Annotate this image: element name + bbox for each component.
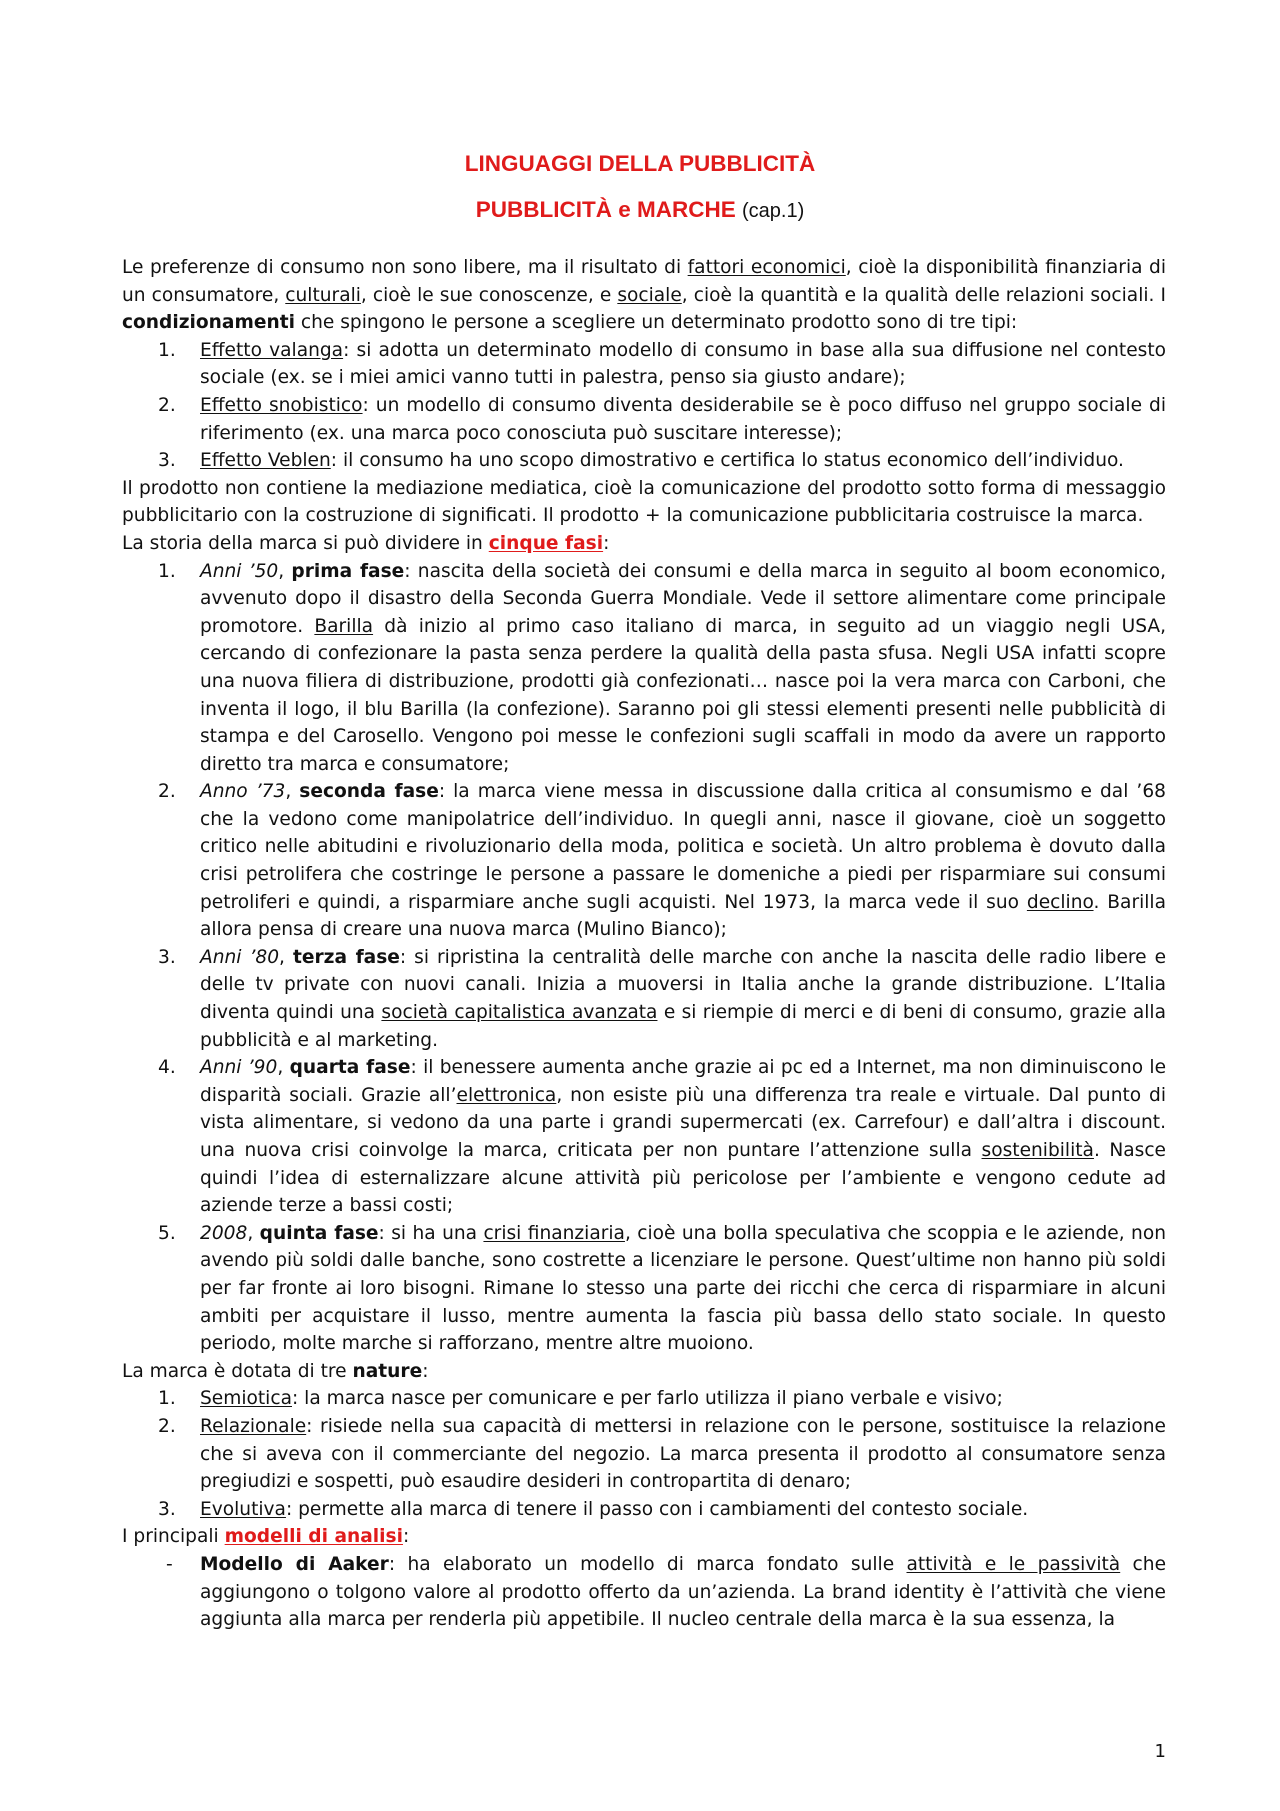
mediation-paragraph: Il prodotto non contiene la mediazione mediatica, cioè la comunicazione del prodotto sotto forma di messaggio pubblicitario con la costruzione di significati. Il prodotto + la comunicazione pubblicitaria costruisce la marca. bbox=[122, 477, 1166, 527]
phase-era: 2008 bbox=[200, 1222, 248, 1244]
phases-intro-colon: : bbox=[603, 532, 610, 554]
list-number: 2. bbox=[158, 394, 176, 416]
list-number: 2. bbox=[158, 781, 176, 803]
models-intro bbox=[122, 1523, 1166, 1551]
model-name: Modello di Aaker bbox=[200, 1553, 389, 1575]
phase-era: Anni ’50 bbox=[200, 560, 279, 582]
intro-paragraph bbox=[122, 254, 1166, 337]
model-item bbox=[122, 1551, 1166, 1634]
phase-name: prima fase bbox=[291, 560, 405, 582]
phase-text: : si ha una bbox=[378, 1222, 484, 1244]
models-list bbox=[122, 1551, 1166, 1634]
models-intro-text: I principali bbox=[122, 1526, 225, 1548]
intro-bold-term: condizionamenti bbox=[122, 312, 295, 334]
list-number: 1. bbox=[158, 339, 176, 361]
phases-intro bbox=[122, 530, 1166, 558]
list-number: 3. bbox=[158, 450, 176, 472]
title-block bbox=[0, 150, 1280, 225]
nature-text: : risiede nella sua capacità di mettersi in relazione con le persone, sostituisce la relazione che si aveva con il commerciante del negozio. La marca presenta il prodotto al consumatore senza pregiudizi e sospetti, può esaudire desideri in contropartita di denaro; bbox=[200, 1415, 1166, 1493]
intro-text: , cioè la disponibilità finanziaria di un consumatore, bbox=[122, 257, 1166, 306]
models-highlight: modelli di analisi bbox=[224, 1526, 403, 1548]
subtitle-text: PUBBLICITÀ e MARCHE bbox=[475, 197, 736, 222]
phase-era: Anno ’73 bbox=[200, 781, 286, 803]
phase-text: , non esiste più una differenza tra reale e virtuale. Dal punto di vista alimentare, si vedono da una parte i grandi supermercati (ex. Carrefour) e dall’altra i discount. una nuova crisi coinvolge la marca, criticata per non puntare l’attenzione sulla bbox=[200, 1084, 1166, 1161]
phase-era: Anni ’90 bbox=[200, 1057, 278, 1079]
phase-item bbox=[122, 1220, 1166, 1358]
phase-underlined-term: sostenibilità bbox=[981, 1140, 1094, 1161]
intro-underlined-term: culturali bbox=[285, 284, 361, 306]
effect-term: Effetto Veblen bbox=[200, 450, 331, 472]
intro-text: , cioè la quantità e la qualità delle relazioni sociali. I bbox=[681, 284, 1166, 306]
nature-term: Semiotica bbox=[200, 1388, 292, 1410]
phase-text: , cioè una bolla speculativa che scoppia e le aziende, non avendo più soldi dalle banche, sono costrette a licenziare le persone. Quest’ultime non hanno più soldi per far fronte ai loro bisogni. Rimane lo stesso una parte dei ricchi che cerca di risparmiare in alcuni ambiti per acquistare il lusso, mentre aumenta la fascia più bassa dello stato sociale. In questo periodo, molte marche si rafforzano, mentre altre muoiono. bbox=[200, 1222, 1166, 1355]
intro-underlined-term: fattori economici bbox=[687, 257, 846, 278]
phase-underlined-term: crisi finanziaria bbox=[483, 1222, 625, 1244]
effect-item bbox=[122, 392, 1166, 447]
phase-text: : si ripristina la centralità delle marche con anche la nascita delle radio libere e delle tv private con nuovi canali. Inizia a muoversi in Italia anche la grande distribuzione. L’Italia diventa quindi una bbox=[200, 946, 1167, 1024]
natures-intro bbox=[122, 1358, 1166, 1386]
phase-separator: , bbox=[279, 946, 293, 968]
nature-item bbox=[122, 1496, 1166, 1524]
intro-text: Le preferenze di consumo non sono libere, ma il risultato di bbox=[122, 257, 688, 278]
effects-list bbox=[122, 337, 1166, 475]
phase-underlined-term: elettronica bbox=[456, 1084, 557, 1106]
phase-text: . Nasce quindi l’idea di esternalizzare alcune attività più pericolose per l’ambiente e vengono cedute ad aziende terze a bassi costi; bbox=[200, 1140, 1167, 1217]
models-intro-colon: : bbox=[402, 1526, 410, 1548]
phase-underlined-term: società capitalistica avanzata bbox=[381, 1002, 658, 1024]
document-subtitle bbox=[0, 196, 1280, 225]
page-number: 1 bbox=[1154, 1741, 1166, 1762]
document-body bbox=[122, 254, 1166, 1634]
nature-text: : permette alla marca di tenere il passo con i cambiamenti del contesto sociale. bbox=[285, 1498, 1029, 1520]
list-number: 4. bbox=[158, 1057, 176, 1079]
phase-separator: , bbox=[278, 560, 292, 582]
phase-era: Anni ’80 bbox=[200, 946, 280, 968]
list-number: 3. bbox=[158, 1498, 176, 1520]
phases-highlight: cinque fasi bbox=[488, 532, 604, 554]
document-title: LINGUAGGI DELLA PUBBLICITÀ bbox=[464, 151, 816, 176]
nature-item bbox=[122, 1413, 1166, 1496]
phase-item bbox=[122, 558, 1166, 779]
effect-term: Effetto valanga bbox=[200, 339, 344, 361]
chapter-reference: (cap.1) bbox=[742, 200, 805, 222]
natures-list bbox=[122, 1385, 1166, 1523]
phase-separator: , bbox=[285, 781, 300, 803]
phase-item bbox=[122, 944, 1166, 1054]
phases-list bbox=[122, 558, 1166, 1358]
phase-text: : la marca viene messa in discussione dalla critica al consumismo e dal ’68 che la vedono come manipolatrice dell’individuo. In quegli anni, nasce il giovane, cioè un soggetto critico nelle abitudini e rivoluzionario della moda, politica e società. Un altro problema è dovuto dalla crisi petrolifera che costringe le persone a passare le domeniche a piedi per risparmiare sui consumi petroliferi e quindi, a risparmiare anche sugli acquisti. Nel 1973, la marca vede il suo bbox=[200, 781, 1167, 913]
phase-name: seconda fase bbox=[299, 781, 439, 803]
intro-underlined-term: sociale bbox=[617, 284, 682, 306]
list-number: 2. bbox=[158, 1415, 176, 1437]
phase-text: : nascita della società dei consumi e della marca in seguito al boom economico, avvenuto dopo il disastro della Seconda Guerra Mondiale. Vede il settore alimentare come principale promotore. bbox=[200, 560, 1167, 637]
effect-term: Effetto snobistico bbox=[200, 394, 363, 416]
model-underlined-term: attività e le passività bbox=[906, 1553, 1121, 1575]
list-number: 1. bbox=[158, 560, 176, 582]
model-text: che aggiungono o tolgono valore al prodotto offerto da un’azienda. La brand identity è l’attività che viene aggiunta alla marca per renderla più appetibile. Il nucleo centrale della marca è la sua essenza, la bbox=[200, 1553, 1167, 1631]
phase-text: e si riempie di merci e di beni di consumo, grazie alla pubblicità e al marketing. bbox=[200, 1002, 1166, 1051]
nature-term: Relazionale bbox=[200, 1415, 307, 1437]
phase-name: quinta fase bbox=[259, 1222, 379, 1244]
intro-text: , cioè le sue conoscenze, e bbox=[360, 284, 618, 306]
nature-item bbox=[122, 1385, 1166, 1413]
phase-text: . Barilla allora pensa di creare una nuova marca (Mulino Bianco); bbox=[200, 891, 1166, 941]
phase-underlined-term: Barilla bbox=[314, 615, 374, 637]
natures-bold-term: nature bbox=[352, 1360, 423, 1382]
phase-name: terza fase bbox=[292, 946, 400, 968]
list-number: 1. bbox=[158, 1388, 176, 1410]
effect-item bbox=[122, 447, 1166, 475]
phase-separator: , bbox=[247, 1222, 260, 1244]
phase-text: dà inizio al primo caso italiano di marca, in seguito ad un viaggio negli USA, cercando di confezionare la pasta senza perdere la qualità della pasta sfusa. Negli USA infatti scopre una nuova filiera di distribuzione, prodotti già confezionati… nasce poi la vera marca con Carboni, che inventa il logo, il blu Barilla (la confezione). Saranno poi gli stessi elementi presenti nelle pubblicità di stampa e del Carosello. Vengono poi messe le confezioni sugli scaffali in modo da avere un rapporto diretto tra marca e consumatore; bbox=[200, 615, 1166, 775]
phase-separator: , bbox=[277, 1057, 290, 1079]
list-number: 5. bbox=[158, 1222, 176, 1244]
list-number: 3. bbox=[158, 946, 176, 968]
nature-term: Evolutiva bbox=[200, 1498, 286, 1520]
intro-text: che spingono le persone a scegliere un determinato prodotto sono di tre tipi: bbox=[294, 312, 1018, 334]
phases-intro-text: La storia della marca si può dividere in bbox=[122, 532, 489, 554]
effect-text: : un modello di consumo diventa desiderabile se è poco diffuso nel gruppo sociale di riferimento (ex. una marca poco conosciuta può suscitare interesse); bbox=[200, 394, 1166, 444]
effect-text: : il consumo ha uno scopo dimostrativo e certifica lo status economico dell’individuo. bbox=[330, 450, 1124, 472]
phase-text: : il benessere aumenta anche grazie ai pc ed a Internet, ma non diminuiscono le disparità sociali. Grazie all’ bbox=[200, 1057, 1167, 1106]
phase-item bbox=[122, 778, 1166, 944]
phase-item bbox=[122, 1054, 1166, 1220]
natures-intro-colon: : bbox=[422, 1360, 429, 1382]
effect-item bbox=[122, 337, 1166, 392]
list-dash: - bbox=[166, 1553, 173, 1575]
effect-text: : si adotta un determinato modello di consumo in base alla sua diffusione nel contesto sociale (ex. se i miei amici vanno tutti in palestra, penso sia giusto andare); bbox=[200, 339, 1167, 389]
phase-underlined-term: declino bbox=[1026, 891, 1094, 913]
nature-text: : la marca nasce per comunicare e per farlo utilizza il piano verbale e visivo; bbox=[291, 1388, 1003, 1410]
natures-intro-text: La marca è dotata di tre bbox=[122, 1360, 353, 1382]
model-text: : ha elaborato un modello di marca fondato sulle bbox=[388, 1553, 907, 1575]
phase-name: quarta fase bbox=[289, 1057, 411, 1079]
